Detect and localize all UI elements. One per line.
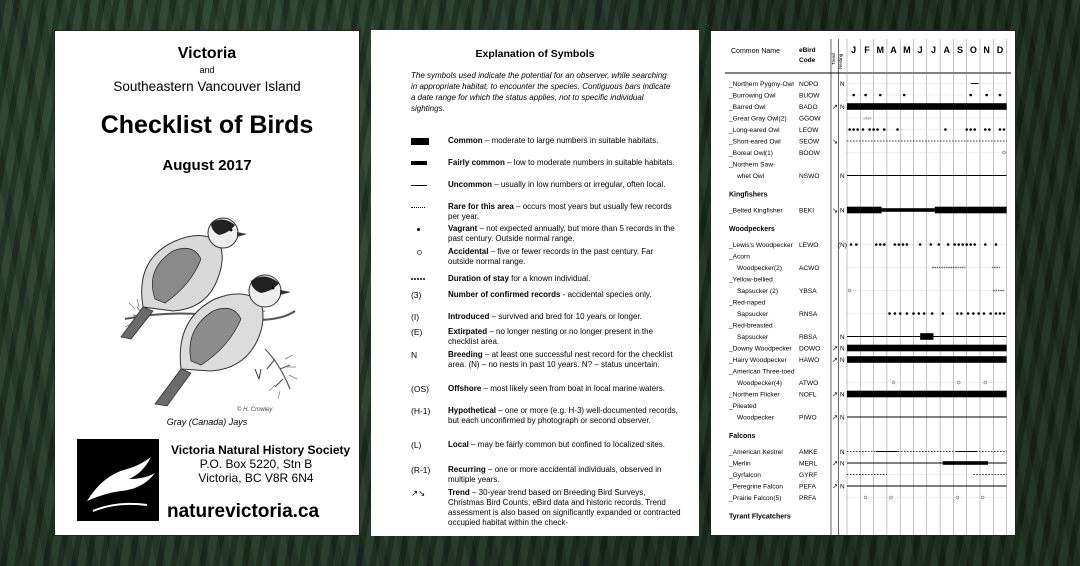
legend-item (411, 327, 681, 347)
legend-term: Fairly common (448, 158, 505, 167)
legend-symbol: (H-1) (411, 406, 431, 416)
legend-item (411, 312, 681, 322)
legend-item (411, 384, 681, 394)
vagrant-dot (988, 128, 991, 131)
abundance-bar-common (847, 103, 1007, 110)
legend-title: Explanation of Symbols (475, 48, 595, 60)
month-header-M: M (903, 45, 911, 55)
legend-item (411, 158, 681, 168)
vagrant-dot (883, 243, 886, 246)
ebird-code: LEWO (799, 242, 819, 249)
species-name: _Burrowing Owl (729, 92, 776, 100)
legend-item (411, 465, 681, 485)
vagrant-dot (995, 312, 998, 315)
vagrant-dot (944, 128, 947, 131)
circle-symbol-icon (417, 250, 422, 255)
bar-thick-symbol-icon (411, 138, 429, 145)
checklist-table (711, 31, 1016, 536)
species-name: _Gyrfalcon (729, 472, 761, 479)
vagrant-dot (984, 243, 987, 246)
vagrant-dot (999, 128, 1002, 131)
legend-description: Trend – 30-year trend based on Breeding Bird Surveys, Christmas Bird Counts, eBird data and historic records. Trend assessment is also based on significantly expanded or contracted occupied habitat within the check- (448, 488, 681, 527)
legend-symbol: (L) (411, 440, 422, 450)
trend-arrow-icon: ↗ (832, 414, 838, 422)
vagrant-dot (879, 94, 882, 97)
vagrant-dot (918, 312, 921, 315)
col-header-trend: Trend (831, 53, 836, 65)
ebird-code: LEOW (799, 127, 819, 134)
vagrant-dot (931, 312, 934, 315)
legend-description: Introduced – survived and bred for 10 years or longer. (448, 312, 642, 321)
abundance-bar-fairly-common (882, 208, 935, 212)
legend-description: Rare for this area – occurs most years but usually few records per year. (448, 202, 672, 221)
species-name: whet Owl (737, 173, 765, 180)
ebird-code: RBSA (799, 334, 817, 341)
legend-item (411, 488, 681, 528)
nesting-status: N (840, 345, 845, 353)
vagrant-dot (929, 243, 932, 246)
species-name: _Hairy Woodpecker (729, 357, 787, 364)
gray-jays-illustration (115, 199, 305, 414)
legend-description: Hypothetical – one or more (e.g. H-3) well-documented records, but each unconfirmed by photograph or second observer. (448, 406, 678, 425)
group-heading: Kingfishers (729, 191, 768, 199)
trend-arrow-icon: ↗ (832, 391, 838, 399)
vagrant-dot (862, 128, 865, 131)
symbols-explanation-page (371, 30, 699, 536)
cover-title-victoria: Victoria (177, 45, 237, 62)
legend-item (411, 180, 681, 190)
trend-arrow-icon: ↗ (832, 483, 838, 491)
legend-term: Offshore (448, 384, 482, 393)
vagrant-dot (1003, 312, 1006, 315)
group-heading: Falcons (729, 433, 756, 440)
species-name: _Merlin (729, 460, 751, 468)
vagrant-dot (894, 243, 897, 246)
ebird-code: PEFA (799, 483, 816, 491)
legend-symbol (411, 274, 441, 284)
org-address-line2: Victoria, BC V8R 6N4 (198, 471, 314, 485)
trend-arrow-icon: ↗ (832, 104, 838, 111)
legend-symbol (411, 224, 441, 234)
legend-symbol: (E) (411, 327, 423, 337)
ebird-code: ACWO (799, 265, 820, 272)
species-name: _American Three-toed (729, 368, 795, 376)
col-header-nesting: Nesting (838, 53, 843, 69)
group-heading: Woodpeckers (729, 226, 775, 233)
legend-description: Breeding – at least one successful nest record for the checklist area. (N) – no nests in past 10 years. N? – status uncertain. (448, 350, 673, 369)
vagrant-dot (947, 243, 950, 246)
species-name: _Short-eared Owl (729, 138, 781, 146)
month-header-J: J (917, 45, 923, 55)
group-heading: Tyrant Flycatchers (729, 513, 791, 521)
ebird-code: MERL (799, 460, 818, 468)
legend-symbol: (3) (411, 290, 422, 300)
vnhs-bird-logo-icon (77, 439, 159, 521)
species-name: _Pileated (729, 403, 757, 410)
species-name: _Northern Saw- (729, 161, 776, 169)
vagrant-dot (883, 128, 886, 131)
species-name: _Long-eared Owl (729, 127, 780, 134)
month-header-J: J (851, 45, 857, 55)
legend-item (411, 440, 681, 450)
species-name: _Northern Pygmy-Owl (729, 81, 794, 88)
species-name: _Yellow-bellied (729, 276, 773, 284)
legend-item (411, 290, 681, 300)
col-header-ebird: eBird (799, 47, 816, 54)
abundance-bar-common (847, 356, 1007, 363)
vagrant-dot (985, 94, 988, 97)
col-header-common-name: Common Name (731, 48, 781, 55)
legend-symbol (411, 136, 441, 146)
nesting-status: N (840, 81, 845, 88)
month-header-D: D (996, 45, 1004, 55)
legend-description: Extirpated – no longer nesting or no longer present in the checklist area. (448, 327, 654, 346)
legend-term: Local (448, 440, 469, 449)
species-name: _Great Gray Owl(2) (729, 115, 787, 123)
month-header-A: A (890, 45, 897, 55)
vagrant-dot (972, 312, 975, 315)
legend-term: Recurring (448, 465, 486, 474)
vagrant-dot (973, 128, 976, 131)
ebird-code: YBSA (799, 288, 817, 295)
bar-thin-symbol-icon (411, 185, 427, 186)
cover-main-title: Checklist of Birds (100, 111, 314, 139)
vagrant-dot (984, 128, 987, 131)
dot-symbol-icon (417, 228, 420, 231)
legend-description: Fairly common – low to moderate numbers in suitable habitats. (448, 158, 675, 167)
species-name: _Acorn (729, 253, 750, 261)
nesting-status: N (840, 104, 845, 111)
vagrant-dot (902, 243, 905, 246)
legend-term: Trend (448, 488, 470, 497)
legend-description: Local – may be fairly common but confined to localized sites. (448, 440, 665, 449)
legend-item (411, 274, 681, 284)
legend-item (411, 136, 681, 146)
ebird-code: RNSA (799, 311, 818, 318)
cover-caption: Gray (Canada) Jays (166, 417, 248, 427)
cover-title-and: and (199, 65, 215, 75)
legend-term: Number of confirmed records (448, 290, 561, 299)
legend-term: Introduced (448, 312, 490, 321)
vagrant-dot (864, 94, 867, 97)
vagrant-dot (852, 94, 855, 97)
legend-description: Offshore – most likely seen from boat in local marine waters. (448, 384, 665, 393)
ebird-code: PRFA (799, 495, 817, 502)
ebird-code: GYRF (799, 472, 818, 479)
legend-description: Common – moderate to large numbers in suitable habitats. (448, 136, 659, 145)
month-header-O: O (969, 45, 977, 55)
vagrant-dot (965, 128, 968, 131)
vagrant-dot (919, 243, 922, 246)
legend-symbol: (OS) (411, 384, 429, 394)
vagrant-dot (894, 312, 897, 315)
species-name: _Boreal Owl(1) (729, 150, 773, 157)
trend-arrow-icon: ↘ (832, 138, 838, 146)
vagrant-dot (969, 128, 972, 131)
nesting-status: N (840, 483, 845, 491)
nesting-status: N (840, 460, 845, 468)
vagrant-dot (856, 128, 859, 131)
ebird-code: HAWO (799, 357, 820, 364)
vagrant-dot (888, 312, 891, 315)
species-name: Woodpecker(2) (737, 265, 782, 272)
ebird-code: PIWO (799, 414, 817, 422)
vagrant-dot (899, 312, 902, 315)
nesting-status: (N) (838, 242, 847, 249)
month-header-M: M (876, 45, 884, 55)
cover-page (54, 30, 360, 536)
nesting-status: N (840, 334, 845, 341)
record-year: 1984 (862, 116, 872, 121)
ebird-code: NSWO (799, 173, 820, 180)
species-name: _Downy Woodpecker (729, 345, 792, 353)
vagrant-dot (923, 312, 926, 315)
vagrant-dot (912, 312, 915, 315)
vagrant-dot (969, 94, 972, 97)
bar-medium-symbol-icon (411, 161, 427, 165)
legend-item (411, 406, 681, 426)
species-name: Sapsucker (737, 311, 769, 318)
vagrant-dot (898, 243, 901, 246)
species-name: _Prairie Falcon(5) (729, 495, 782, 502)
legend-description: Vagrant – not expected annually, but more than 5 records in the past century. Outside normal range. (448, 224, 675, 243)
vagrant-dot (937, 243, 940, 246)
vagrant-dot (868, 128, 871, 131)
vagrant-dot (999, 312, 1002, 315)
species-name: Sapsucker (2) (737, 288, 779, 295)
species-name: _Red-naped (729, 299, 766, 307)
vagrant-dot (906, 243, 909, 246)
trend-arrow-icon: ↗ (832, 460, 838, 468)
vagrant-dot (879, 243, 882, 246)
cover-title-region: Southeastern Vancouver Island (113, 79, 301, 94)
cover-date: August 2017 (162, 157, 252, 174)
species-name: Woodpecker(4) (737, 380, 782, 387)
legend-term: Accidental (448, 247, 489, 256)
species-name: _American Kestrel (729, 449, 783, 456)
legend-item (411, 224, 681, 244)
species-name: _Lewis's Woodpecker (729, 242, 793, 249)
vagrant-dot (956, 312, 959, 315)
legend-term: Rare for this area (448, 202, 514, 211)
legend-symbol (411, 180, 441, 190)
legend-term: Duration of stay (448, 274, 509, 283)
vagrant-dot (855, 243, 858, 246)
legend-symbol: N (411, 350, 418, 360)
ebird-code: GGOW (799, 115, 821, 123)
legend-symbol (411, 202, 441, 212)
legend-term: Hypothetical (448, 406, 497, 415)
legend-item (411, 202, 681, 222)
abundance-bar-common (847, 391, 1007, 398)
legend-symbol (411, 158, 441, 168)
dots-symbol-icon (411, 207, 425, 208)
legend-term: Vagrant (448, 224, 478, 233)
ebird-code: BUOW (799, 92, 820, 100)
vagrant-dot (906, 312, 909, 315)
col-header-code: Code (799, 57, 816, 64)
ebird-code: BOOW (799, 150, 820, 157)
legend-symbol: (I) (411, 312, 420, 322)
artist-signature: © H. Crowley (237, 407, 273, 413)
ebird-code: SEOW (799, 138, 820, 146)
nesting-status: N (840, 357, 845, 364)
vagrant-dot (969, 243, 972, 246)
legend-symbol (411, 247, 441, 257)
ebird-code: NOFL (799, 391, 817, 399)
species-name: Woodpecker (737, 414, 774, 422)
org-website: naturevictoria.ca (167, 501, 320, 522)
trend-arrow-icon: ↗ (832, 357, 838, 364)
trend-arrow-icon: ↘ (832, 207, 838, 215)
legend-description: Duration of stay for a known individual. (448, 274, 591, 283)
vagrant-dot (875, 243, 878, 246)
abundance-bar-common (935, 207, 1007, 214)
month-header-J: J (930, 45, 936, 55)
ebird-code: BADO (799, 104, 818, 111)
legend-symbol: ↗↘ (411, 488, 426, 498)
ebird-code: AMKE (799, 449, 818, 456)
vagrant-dot (852, 128, 855, 131)
org-address-line1: P.O. Box 5220, Stn B (199, 457, 313, 471)
vagrant-dot (896, 128, 899, 131)
vagrant-dot (965, 243, 968, 246)
vagrant-dot (973, 243, 976, 246)
abundance-bar-common (920, 333, 933, 340)
vagrant-dot (960, 312, 963, 315)
nesting-status: N (840, 173, 845, 180)
vagrant-dot (983, 312, 986, 315)
ebird-code: BEKI (799, 207, 815, 215)
vagrant-dot (848, 128, 851, 131)
month-header-A: A (943, 45, 950, 55)
vagrant-dot (999, 94, 1002, 97)
legend-term: Uncommon (448, 180, 492, 189)
nesting-status: N (840, 207, 845, 215)
nesting-status: N (840, 449, 845, 456)
ebird-code: NOPO (799, 81, 819, 88)
legend-term: Common (448, 136, 483, 145)
legend-description: Recurring – one or more accidental individuals, observed in multiple years. (448, 465, 662, 484)
vagrant-dot (957, 243, 960, 246)
ebird-code: DOWO (799, 345, 821, 353)
abundance-bar-fairly-common (943, 461, 988, 465)
vagrant-dot (995, 243, 998, 246)
vagrant-dot (977, 312, 980, 315)
trend-arrow-icon: ↗ (832, 345, 838, 353)
ebird-code: ATWO (799, 380, 819, 387)
legend-item (411, 350, 681, 370)
legend-description: Uncommon – usually in low numbers or irregular, often local. (448, 180, 666, 189)
legend-description: Accidental – five or fewer records in the past century. Far outside normal range. (448, 247, 654, 266)
vagrant-dot (953, 243, 956, 246)
species-name: _Red-breasted (729, 322, 773, 330)
vagrant-dot (941, 312, 944, 315)
org-name: Victoria Natural History Society (171, 443, 351, 457)
checklist-table-page (710, 30, 1016, 536)
nesting-status: N (840, 414, 845, 422)
vagrant-dot (967, 312, 970, 315)
legend-term: Breeding (448, 350, 483, 359)
species-name: _Belted Kingfisher (729, 207, 783, 215)
legend-intro: The symbols used indicate the potential for an observer, while searching in appropriate habitat, to encounter the species. Contiguous bars indicate a date range for which the status applies, not to specific individual sightings. (411, 71, 671, 113)
nesting-status: N (840, 391, 845, 399)
vagrant-dot (872, 128, 875, 131)
legend-symbol: (R-1) (411, 465, 431, 475)
vagrant-dot (903, 94, 906, 97)
legend-term: Extirpated (448, 327, 488, 336)
abundance-bar-common (847, 345, 1007, 352)
vagrant-dot (961, 243, 964, 246)
legend-item (411, 247, 681, 267)
vagrant-dot (1003, 128, 1006, 131)
legend-description: Number of confirmed records - accidental species only. (448, 290, 652, 299)
species-name: Sapsucker (737, 334, 769, 341)
species-name: _Northern Flicker (729, 391, 780, 399)
vagrant-dot (850, 243, 853, 246)
abundance-bar-common (847, 207, 882, 214)
month-header-N: N (983, 45, 990, 55)
month-header-F: F (864, 45, 870, 55)
wave-symbol-icon (411, 278, 425, 280)
vagrant-dot (989, 312, 992, 315)
vagrant-dot (876, 128, 879, 131)
species-name: _Peregrine Falcon (729, 483, 783, 491)
month-header-S: S (957, 45, 964, 55)
species-name: _Barred Owl (729, 104, 766, 111)
